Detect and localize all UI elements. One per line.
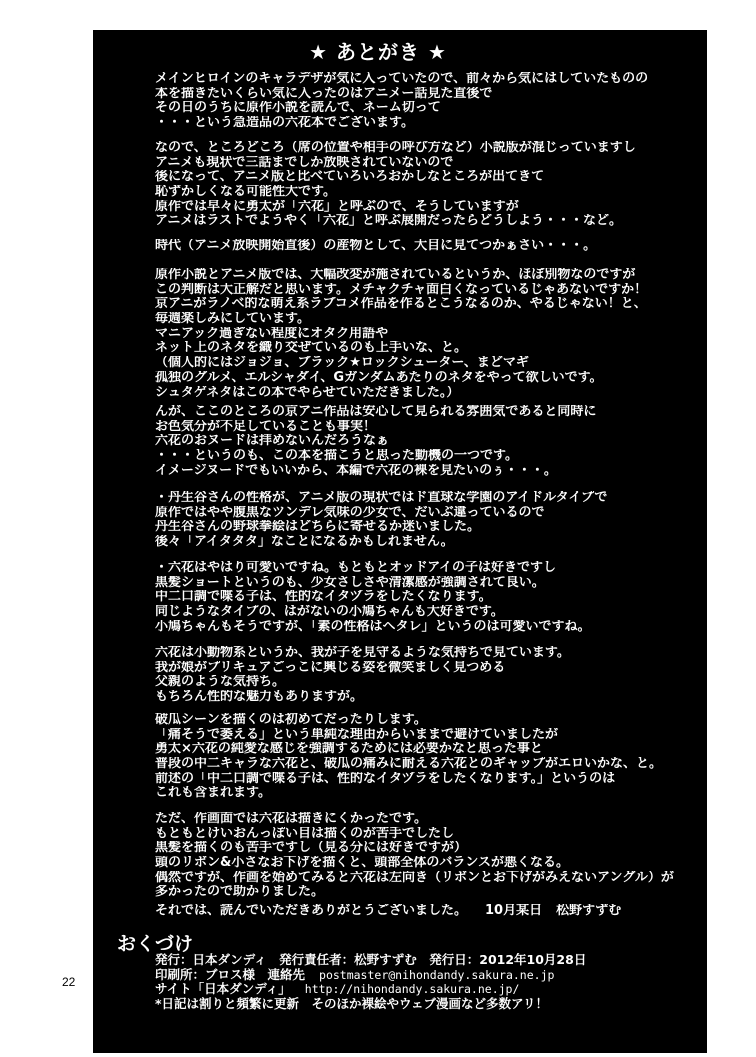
colophon-site-label: サイト「日本ダンディ」 [155,982,291,997]
paragraph-line: なので、ところどころ（席の位置や相手の呼び方など）小説版が混じっていますし [155,141,636,155]
paragraph-line: ・・・というのも、この本を描こうと思った動機の一つです。 [155,449,518,464]
paragraph [155,561,710,634]
paragraph-line: 黒髪を描くのも苦手ですし（見る分には好きですが） [155,841,468,856]
colophon-publisher-line: 発行：日本ダンディ 発行責任者：松野すずむ 発行日：2012年10月28日 [155,953,587,967]
paragraph-line: ・六花はやはり可愛いですね。もともとオッドアイの子は好きですし [155,561,557,575]
page-title: ★ あとがき ★ [309,40,447,64]
paragraph-line: 偶然ですが、作画を始めてみると六花は左向き（リボンとお下げがみえないアングル）が [155,870,674,885]
paragraph-line: 孤独のグルメ、エルシャダイ、Gガンダムあたりのネタをやって欲しいです。 [155,370,603,385]
colophon-site-line [155,982,710,997]
paragraph-line: 京アニがラノベ的な萌え系ラブコメ作品を作るとこうなるのか、やるじゃない！と、 [155,297,647,312]
paragraph-line: 丹生谷さんの野球拳絵はどちらに寄せるか迷いました。 [155,520,481,535]
contact-email[interactable]: postmaster@nihondandy.sakura.ne.jp [319,967,555,982]
paragraph-line: その日のうちに原作小説を読んで、ネーム切って [155,101,441,116]
paragraph-line: 同じようなタイプの、はがないの小鳩ちゃんも大好きです。 [155,605,504,620]
paragraph-line: 勇太×六花の純愛な感じを強調するためには必要かなと思った事と [155,742,543,757]
paragraph-line: この判断は大正解だと思います。メチャクチャ面白くなっているじゃあないですか！ [155,282,648,297]
paragraph-line: マニアック過ぎない程度にオタク用語や [155,326,389,341]
paragraph-line: 原作小説とアニメ版では、大幅改変が施されているというか、ほぼ別物なのですが [155,268,636,282]
paragraph-line: アニメも現状で三話までしか放映されていないので [155,155,454,170]
paragraph-line: 原作では早々に勇太が「六花」と呼ぶので、そうしていますが [155,199,519,214]
colophon-printer-line [155,968,710,983]
paragraph-line: 黒髪ショートというのも、少女さしさや清潔感が強調されて良い。 [155,575,545,590]
colophon-title: おくづけ [117,933,194,955]
colophon-note-line: *日記は割りと頻繁に更新 そのほか裸絵やウェブ漫画など多数アリ！ [155,996,549,1011]
paragraph-line: 原作ではやや腹黒なツンデレ気味の少女で、だいぶ違っているので [155,505,545,520]
closing-text: それでは、読んでいただきありがとうございました。 [155,904,468,918]
paragraph-line: 父親のような気持ち。 [155,675,286,690]
paragraph-line: （個人的にはジョジョ、ブラック★ロックシューター、まどマギ [155,356,529,371]
paragraph-line: 後になって、アニメ版と比べていろいろおかしなところが出てきて [155,170,545,185]
closing-line [155,904,710,919]
paragraph [155,812,710,900]
paragraph-line: ネット上のネタを織り交ぜているのも上手いな、と。 [155,341,468,356]
paragraph-line: 毎週楽しみにしています。 [155,312,310,327]
paragraph-line: 恥ずかしくなる可能性大です。 [155,185,336,200]
paragraph-line: 本を描きたいくらい気に入ったのはアニメー話見た直後で [155,86,493,101]
paragraph [155,713,710,801]
page-number: 22 [62,975,76,989]
closing-author: 松野すずむ [556,904,622,918]
paragraph-line: シュタゲネタはこの本でやらせていただきました。） [155,385,460,400]
paragraph-line: 前述の「中二口調で喋る子は、性的なイタヅラをしたくなります。」というのは [155,771,616,786]
paragraph-line: イメージヌードでもいいから、本編で六花の裸を見たいのぅ・・・。 [155,463,557,478]
paragraph-line: もともとけいおんっぽい目は描くのが苦手でしたし [155,826,455,841]
paragraph-line: 普段の中二キャラな六花と、破瓜の痛みに耐える六花とのギャップがエロいかな、と。 [155,757,663,772]
paragraph-line: ・丹生谷さんの性格が、アニメ版の現状ではド直球な学園のアイドルタイプで [155,491,608,505]
paragraph-line: ただ、作画面では六花は描きにくかったです。 [155,812,427,826]
paragraph-line: メインヒロインのキャラデザが気に入っていたので、前々から気にはしていたものの [155,72,649,86]
paragraph-line: 破瓜シーンを描くのは初めてだったりします。 [155,713,427,727]
paragraph-line: 我が娘がプリキュアごっこに興じる姿を微笑ましく見つめる [155,660,506,675]
paragraph-line: 小鳩ちゃんもそうですが、「素の性格はヘタレ」というのは可愛いですね。 [155,619,591,634]
paragraph-line: 多かったので助かりました。 [155,885,325,900]
paragraph [155,646,710,705]
paragraph-line: 「痛そうで萎える」という単純な理由からいままで避けていましたが [155,727,559,742]
paragraph [155,72,710,131]
paragraph-line: これも含まれます。 [155,786,271,801]
site-url-link[interactable]: http://nihondandy.sakura.ne.jp/ [304,982,520,997]
paragraph-line: ・・・という急造品の六花本でございます。 [155,116,414,131]
closing-date: 10月某日 [485,904,543,918]
paragraph-line: お色気分が不足していることも事実！ [155,419,377,434]
colophon-printer-label: 印刷所：ブロス様 連絡先 [155,967,306,982]
paragraph-line: アニメはラストでようやく「六花」と呼ぶ展開だったらどうしよう・・・など。 [155,214,622,229]
paragraph [155,405,710,478]
paragraph-line: もちろん性的な魅力もありますが。 [155,690,364,705]
paragraph [155,491,710,550]
paragraph-line: 六花のおヌードは拝めないんだろうなぁ [155,434,390,449]
paragraph-line: 後々「アイタタタ」なことになるかもしれません。 [155,535,454,550]
paragraph-line: 時代（アニメ放映開始直後）の産物として、大目に見てつかぁさい・・・。 [155,239,597,253]
paragraph [155,239,710,254]
paragraph-line: んが、ここのところの京アニ作品は安心して見られる雰囲気であると同時に [155,405,597,419]
paragraph-line: 六花は小動物系というか、我が子を見守るような気持ちで見ています。 [155,646,570,660]
paragraph [155,268,710,400]
paragraph [155,141,710,229]
paragraph-line: 中二口調で喋る子は、性的なイタヅラをしたくなります。 [155,590,492,605]
paragraph-line: 頭のリボン&小さなお下げを描くと、頭部全体のバランスが悪くなる。 [155,856,569,871]
colophon [155,953,710,1011]
